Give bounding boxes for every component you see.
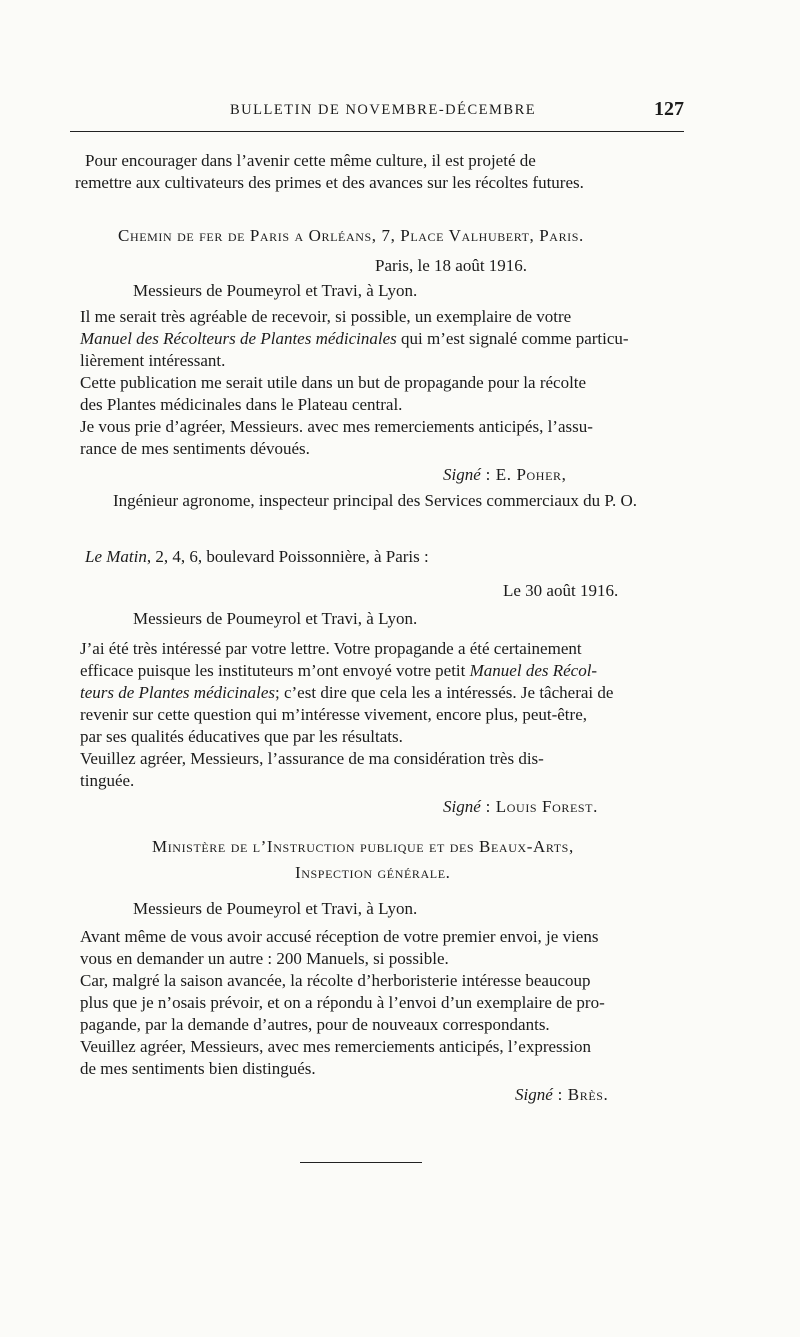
newspaper-name: Le Matin xyxy=(85,547,147,566)
letter-text-line: Veuillez agréer, Messieurs, avec mes remerciements anticipés, l’expression xyxy=(80,1037,592,1056)
letter-text-line: revenir sur cette question qui m’intéresse vivement, encore plus, peut-être, xyxy=(80,705,587,724)
letter-text-line: vous en demander un autre : 200 Manuels, si possible. xyxy=(80,949,449,968)
letter-text-line: des Plantes médicinales dans le Plateau central. xyxy=(80,395,403,414)
letter-address: Messieurs de Poumeyrol et Travi, à Lyon. xyxy=(133,609,418,628)
letter-text-line: pagande, par la demande d’autres, pour de nouveaux correspondants. xyxy=(80,1015,550,1034)
letter-text-fragment: qui m’est signalé comme particu- xyxy=(396,329,629,348)
signature xyxy=(85,1084,683,1106)
page-header xyxy=(70,100,684,126)
letter-text-line: plus que je n’osais prévoir, et on a répondu à l’envoi d’un exemplaire de pro- xyxy=(80,993,605,1012)
manual-title: Manuel des Récolteurs de Plantes médicinales xyxy=(80,329,397,348)
letter-heading-rest: , 2, 4, 6, boulevard Poissonnière, à Paris : xyxy=(146,547,429,566)
letter-text-line: Veuillez agréer, Messieurs, l’assurance de ma considération très dis- xyxy=(80,749,544,768)
signed-label: Signé xyxy=(443,797,481,816)
letter-date: Paris, le 18 août 1916. xyxy=(375,256,528,275)
letter-date: Le 30 août 1916. xyxy=(503,581,619,600)
page-number: 127 xyxy=(654,98,684,120)
header-rule xyxy=(70,131,684,132)
letter-address: Messieurs de Poumeyrol et Travi, à Lyon. xyxy=(133,899,418,918)
letter-heading xyxy=(85,546,683,568)
signature xyxy=(85,464,683,486)
letter-text-line: Il me serait très agréable de recevoir, si possible, un exemplaire de votre xyxy=(80,307,572,326)
signed-label: Signé xyxy=(443,465,481,484)
letter-heading-sub: Inspection générale. xyxy=(295,863,451,882)
letter-text-line: Avant même de vous avoir accusé réception de votre premier envoi, je viens xyxy=(80,927,599,946)
letter-text-line xyxy=(80,660,683,682)
letter-text-line: tinguée. xyxy=(80,771,135,790)
intro-line: Pour encourager dans l’avenir cette même culture, il est projeté de xyxy=(85,151,536,170)
letter-address: Messieurs de Poumeyrol et Travi, à Lyon. xyxy=(133,281,418,300)
letter-text-fragment: ; c’est dire que cela les a intéressés. Je tâcherai de xyxy=(275,683,614,702)
signer-title: Ingénieur agronome, inspecteur principal des Services commerciaux du P. O. xyxy=(113,491,638,510)
letter-text-fragment: efficace puisque les instituteurs m’ont envoyé votre petit xyxy=(80,661,470,680)
letter-text-line xyxy=(80,328,683,350)
manual-title: Manuel des Récol- xyxy=(469,661,598,680)
letter-text-line: Cette publication me serait utile dans un but de propagande pour la récolte xyxy=(80,373,587,392)
running-head: BULLETIN DE NOVEMBRE-DÉCEMBRE xyxy=(230,102,537,118)
letter-text-line xyxy=(80,682,683,704)
letter-text-line: lièrement intéressant. xyxy=(80,351,226,370)
manual-title: teurs de Plantes médicinales xyxy=(80,683,275,702)
letter-text-line: J’ai été très intéressé par votre lettre. Votre propagande a été certainement xyxy=(80,639,582,658)
letter-orleans xyxy=(80,225,683,512)
signed-label: Signé xyxy=(515,1085,553,1104)
intro-line: remettre aux cultivateurs des primes et des avances sur les récoltes futures. xyxy=(75,173,584,192)
letter-text-line: par ses qualités éducatives que par les résultats. xyxy=(80,727,403,746)
signature xyxy=(85,796,683,818)
letter-text-line: Car, malgré la saison avancée, la récolte d’herboristerie intéresse beaucoup xyxy=(80,971,591,990)
letter-text-line: rance de mes sentiments dévoués. xyxy=(80,439,310,458)
letter-heading: Ministère de l’Instruction publique et des Beaux-Arts, xyxy=(152,837,574,856)
letter-ministere xyxy=(80,836,683,1106)
letter-heading: Chemin de fer de Paris a Orléans, 7, Place Valhubert, Paris. xyxy=(118,226,584,245)
intro-paragraph xyxy=(75,150,683,194)
signer-name: : Louis Forest. xyxy=(480,797,598,816)
letter-text-line: de mes sentiments bien distingués. xyxy=(80,1059,316,1078)
letter-text-line: Je vous prie d’agréer, Messieurs. avec mes remerciements anticipés, l’assu- xyxy=(80,417,593,436)
end-rule xyxy=(300,1162,422,1163)
letter-le-matin xyxy=(80,546,683,818)
signer-name: : E. Poher, xyxy=(480,465,567,484)
signer-name: : Brès. xyxy=(552,1085,609,1104)
